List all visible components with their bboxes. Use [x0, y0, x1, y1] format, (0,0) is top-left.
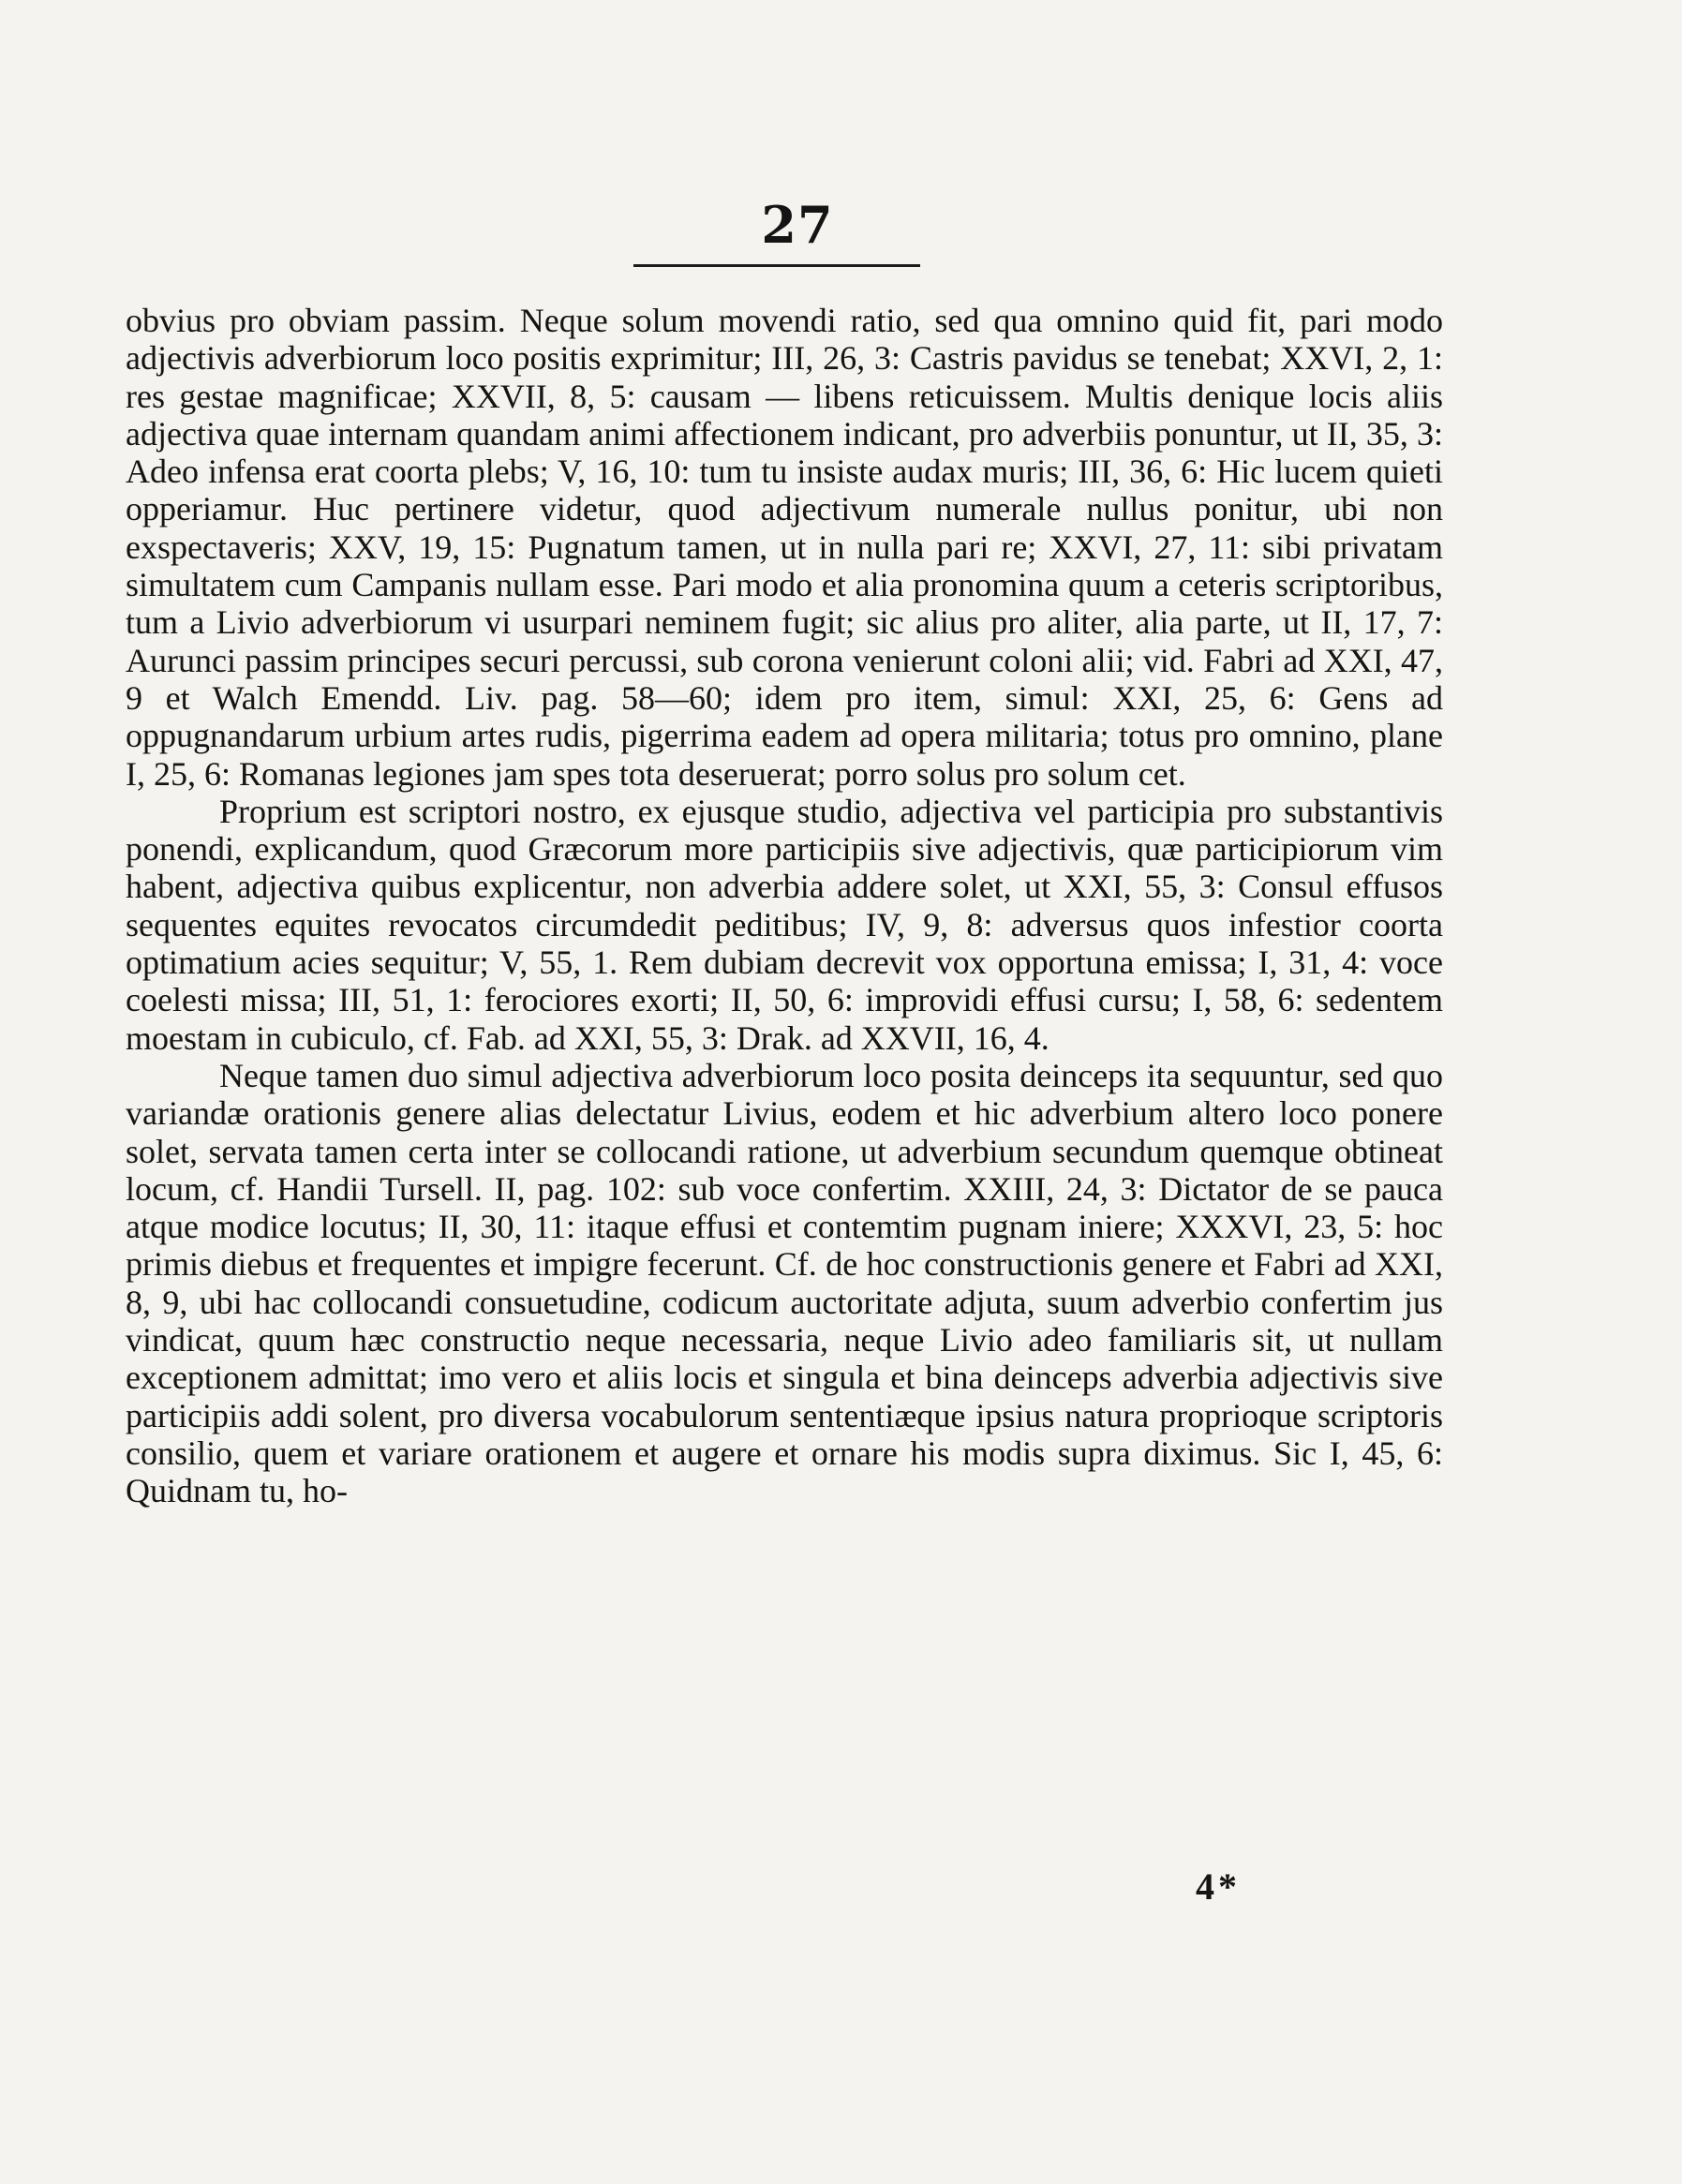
paragraph-3: Neque tamen duo simul adjectiva adverbiorum loco posita deinceps ita sequuntur, sed quo variandæ orationis genere alias delectatur Livius, eodem et hic adverbium altero loco ponere solet, servata tamen certa inter se collocandi ratione, ut adverbium secundum quemque obtineat locum, cf. Handii Tursell. II, pag. 102: sub voce confertim. XXIII, 24, 3: Dictator de se pauca atque modice locutus; II, 30, 11: itaque effusi et contemtim pugnam iniere; XXXVI, 23, 5: hoc primis diebus et frequentes et impigre fecerunt. Cf. de hoc constructionis genere et Fabri ad XXI, 8, 9, ubi hac collocandi consuetudine, codicum auctoritate adjuta, suum adverbio confertim jus vindicat, quum hæc constructio neque necessaria, neque Livio adeo familiaris sit, ut nullam exceptionem admittat; imo vero et aliis locis et singula et bina deinceps adverbia adjectivis sive participiis addi solent, pro diversa vocabulorum sententiæque ipsius natura proprioque scriptoris consilio, quem et variare orationem et augere et ornare his modis supra diximus. Sic I, 45, 6: Quidnam tu, ho- [126, 1056, 1443, 1510]
page-number: 27 [761, 195, 834, 255]
header-rule [633, 264, 920, 267]
paragraph-2: Proprium est scriptori nostro, ex ejusque studio, adjectiva vel participia pro substantivis ponendi, explicandum, quod Græcorum more participiis sive adjectivis, quæ participiorum vim habent, adjectiva quibus explicentur, non adverbia addere solet, ut XXI, 55, 3: Consul effusos sequentes equites revocatos circumdedit peditibus; IV, 9, 8: adversus quos infestior coorta optimatium acies sequitur; V, 55, 1. Rem dubiam decrevit vox opportuna emissa; I, 31, 4: voce coelesti missa; III, 51, 1: ferociores exorti; II, 50, 6: improvidi effusi cursu; I, 58, 6: sedentem moestam in cubiculo, cf. Fab. ad XXI, 55, 3: Drak. ad XXVII, 16, 4. [126, 792, 1443, 1057]
paragraph-1: obvius pro obviam passim. Neque solum movendi ratio, sed qua omnino quid fit, pari modo adjectivis adverbiorum loco positis exprimitur; III, 26, 3: Castris pavidus se tenebat; XXVI, 2, 1: res gestae magnificae; XXVII, 8, 5: causam — libens reticuissem. Multis denique locis aliis adjectiva quae internam quandam animi affectionem indicant, pro adverbiis ponuntur, ut II, 35, 3: Adeo infensa erat coorta plebs; V, 16, 10: tum tu insiste audax muris; III, 36, 6: Hic lucem quieti opperiamur. Huc pertinere videtur, quod adjectivum numerale nullus ponitur, ubi non exspectaveris; XXV, 19, 15: Pugnatum tamen, ut in nulla pari re; XXVI, 27, 11: sibi privatam simultatem cum Campanis nullam esse. Pari modo et alia pronomina quum a ceteris scriptoribus, tum a Livio adverbiorum vi usurpari neminem fugit; sic alius pro aliter, alia parte, ut II, 17, 7: Aurunci passim principes securi percussi, sub corona venierunt coloni alii; vid. Fabri ad XXI, 47, 9 et Walch Emendd. Liv. pag. 58—60; idem pro item, simul: XXI, 25, 6: Gens ad oppugnandarum urbium artes rudis, pigerrima eadem ad opera militaria; totus pro omnino, plane I, 25, 6: Romanas legiones jam spes tota deseruerat; porro solus pro solum cet. [126, 302, 1443, 793]
signature-mark: 4* [1196, 1865, 1241, 1908]
body-text [126, 302, 1443, 1510]
